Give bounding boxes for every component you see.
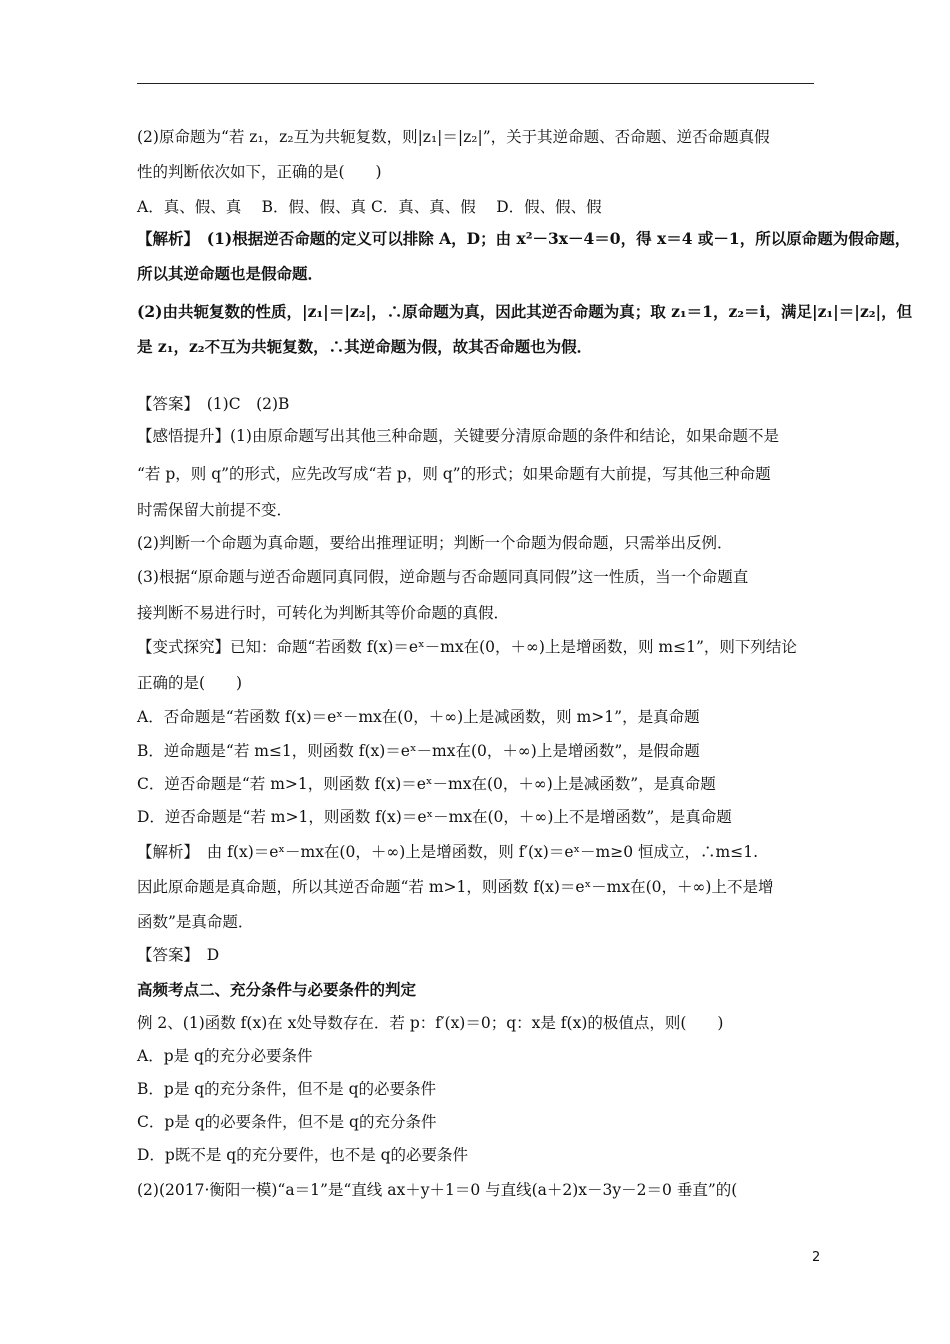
insight-line: (2)判断一个命题为真命题，要给出推理证明；判断一个命题为假命题，只需举出反例． — [137, 534, 733, 552]
insight-line: 【感悟提升】(1)由原命题写出其他三种命题，关键要分清原命题的条件和结论，如果命题不是 — [137, 427, 779, 445]
insight-line: (3)根据“原命题与逆否命题同真同假，逆命题与否命题同真同假”这一性质，当一个命题直 — [137, 568, 749, 586]
option-line: C．逆否命题是“若 m>1，则函数 f(x)＝eˣ－mx在(0，＋∞)上是减函数”，是真命题 — [137, 775, 716, 793]
insight-line: “若 p，则 q”的形式，应先改写成“若 p，则 q”的形式；如果命题有大前提，写其他三种命题 — [137, 465, 771, 483]
variant-line: 【变式探究】已知：命题“若函数 f(x)＝eˣ－mx在(0，＋∞)上是增函数，则 m≤1”，则下列结论 — [137, 638, 797, 656]
analysis-line: 因此原命题是真命题，所以其逆否命题“若 m>1，则函数 f(x)＝eˣ－mx在(0，＋∞)上不是增 — [137, 878, 774, 896]
answer-line: 【答案】 (1)C (2)B — [137, 395, 290, 413]
page-number: 2 — [812, 1250, 821, 1265]
example-line: 例 2、(1)函数 f(x)在 x处导数存在．若 p：f′(x)＝0；q：x是 f(x)的极值点，则( ) — [137, 1014, 724, 1032]
analysis-line: 所以其逆命题也是假命题． — [137, 264, 324, 283]
answer-line: 【答案】 D — [137, 946, 220, 964]
option-line: B．p是 q的充分条件，但不是 q的必要条件 — [137, 1080, 437, 1098]
analysis-line: 是 z₁，z₂不互为共轭复数，∴其逆命题为假，故其否命题也为假． — [137, 337, 593, 356]
analysis-line: (2)由共轭复数的性质，|z₁|＝|z₂|，∴原命题为真，因此其逆否命题为真；取 z₁＝1，z₂＝i，满足|z₁|＝|z₂|，但 — [137, 302, 913, 321]
insight-line: 接判断不易进行时，可转化为判断其等价命题的真假． — [137, 604, 510, 622]
option-line: D．逆否命题是“若 m>1，则函数 f(x)＝eˣ－mx在(0，＋∞)上不是增函数”，是真命题 — [137, 808, 732, 826]
analysis-line: 【解析】 (1)根据逆否命题的定义可以排除 A，D；由 x²－3x－4＝0，得 x＝4 或－1，所以原命题为假命题， — [137, 229, 911, 248]
header-rule — [137, 83, 814, 84]
option-line: B．逆命题是“若 m≤1，则函数 f(x)＝eˣ－mx在(0，＋∞)上是增函数”，是假命题 — [137, 742, 700, 760]
option-line: A．p是 q的充分必要条件 — [137, 1047, 313, 1065]
analysis-line: 【解析】 由 f(x)＝eˣ－mx在(0，＋∞)上是增函数，则 f′(x)＝eˣ－m≥0 恒成立，∴m≤1. — [137, 843, 759, 861]
option-line: C．p是 q的必要条件，但不是 q的充分条件 — [137, 1113, 437, 1131]
example-line: (2)(2017·衡阳一模)“a＝1”是“直线 ax＋y＋1＝0 与直线(a＋2)x－3y－2＝0 垂直”的( — [137, 1181, 738, 1199]
analysis-line: 函数”是真命题． — [137, 913, 254, 931]
insight-line: 时需保留大前提不变． — [137, 501, 293, 519]
text-line: (2)原命题为“若 z₁，z₂互为共轭复数，则|z₁|＝|z₂|”，关于其逆命题、否命题、逆否命题真假 — [137, 128, 770, 146]
option-line: A．真、假、真 B．假、假、真 C．真、真、假 D．假、假、假 — [137, 198, 602, 216]
text-line: 性的判断依次如下，正确的是( ) — [137, 163, 382, 181]
variant-line: 正确的是( ) — [137, 674, 243, 692]
option-line: D．p既不是 q的充分要件，也不是 q的必要条件 — [137, 1146, 469, 1164]
option-line: A．否命题是“若函数 f(x)＝eˣ－mx在(0，＋∞)上是减函数，则 m>1”，是真命题 — [137, 708, 700, 726]
section-heading: 高频考点二、充分条件与必要条件的判定 — [137, 980, 417, 999]
